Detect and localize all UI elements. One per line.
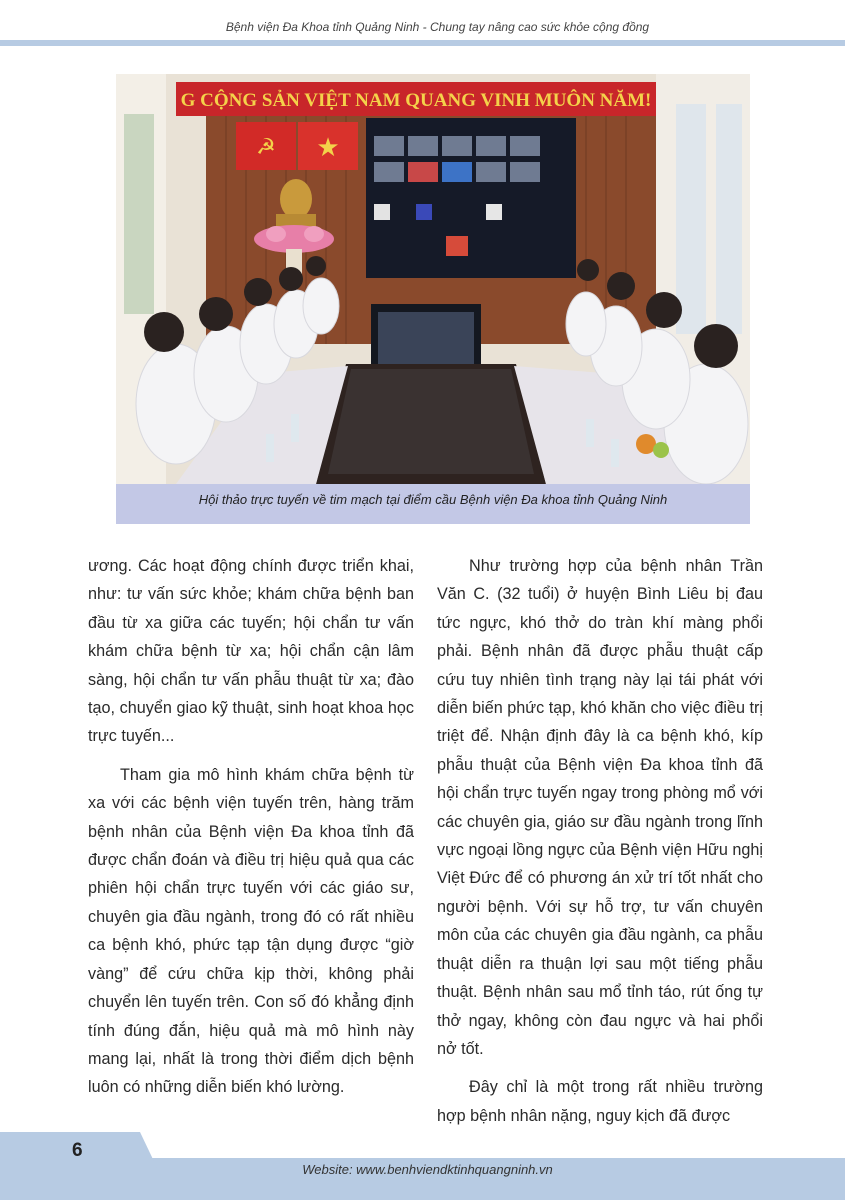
right-column	[437, 552, 763, 1130]
figure-caption: Hội thảo trực tuyến về tim mạch tại điểm cầu Bệnh viện Đa khoa tỉnh Quảng Ninh	[198, 492, 668, 507]
page-number: 6	[72, 1140, 83, 1161]
left-column	[88, 552, 414, 1102]
paragraph: Như trường hợp của bệnh nhân Trần Văn C. (32 tuổi) ở huyện Bình Liêu bị đau tức ngực, khó thở do tràn khí màng phổi phải. Bệnh nhân đã được phẫu thuật cấp cứu tuy nhiên tình trạng này lại tái phát với diễn biến phức tạp, khó khăn cho việc điều trị triệt để. Nhận định đây là ca bệnh khó, kíp phẫu thuật của Bệnh viện Đa khoa tỉnh đã hội chẩn trực tuyến ngay trong phòng mổ với các chuyên gia, giáo sư đầu ngành trong lĩnh vực ngoại lồng ngực của Bệnh viện Hữu nghị Việt Đức để có phương án xử trí tốt nhất cho người bệnh. Với sự hỗ trợ, tư vấn chuyên môn của các chuyên gia đầu ngành, ca phẫu thuật diễn ra thuận lợi sau một tiếng phẫu thuật. Bệnh nhân sau mổ tỉnh táo, rút ống tự thở ngay, không còn đau ngực và hai phổi nở tốt.	[437, 557, 763, 1058]
svg-text:☭: ☭	[256, 134, 276, 159]
paragraph: ương. Các hoạt động chính được triển khai, như: tư vấn sức khỏe; khám chữa bệnh ban đầu từ xa giữa các tuyến; hội chẩn tư vấn khám chữa bệnh từ xa; hội chẩn cận lâm sàng, hội chẩn tư vấn phẫu thuật từ xa; đào tạo, chuyển giao kỹ thuật, sinh hoạt khoa học trực tuyến...	[88, 557, 414, 746]
svg-text:★: ★	[316, 132, 340, 162]
website-url: Website: www.benhviendktinhquangninh.vn	[302, 1162, 553, 1177]
paragraph: Tham gia mô hình khám chữa bệnh từ xa với các bệnh viện tuyến trên, hàng trăm bệnh nhân của Bệnh viện Đa khoa tỉnh đã được chẩn đoán và điều trị hiệu quả qua các phiên hội chẩn trực tuyến với các giáo sư, chuyên gia đầu ngành, trong đó có rất nhiều ca bệnh khó, phức tạp tận dụng được “giờ vàng” để cứu chữa kịp thời, không phải chuyển lên tuyến trên. Con số đó khẳng định tính đúng đắn, hiệu quả mà mô hình này mang lại, nhất là trong thời điểm dịch bệnh luôn có những diễn biến khó lường.	[88, 765, 414, 1097]
conference-photo	[116, 74, 750, 484]
running-header: Bệnh viện Đa Khoa tỉnh Quảng Ninh - Chung tay nâng cao sức khỏe cộng đồng	[225, 20, 650, 34]
header-rule	[0, 40, 845, 46]
figure	[116, 74, 750, 524]
banner-text: G CỘNG SẢN VIỆT NAM QUANG VINH MUÔN NĂM!	[180, 90, 652, 111]
paragraph: Đây chỉ là một trong rất nhiều trường hợp bệnh nhân nặng, nguy kịch đã được	[437, 1078, 763, 1125]
